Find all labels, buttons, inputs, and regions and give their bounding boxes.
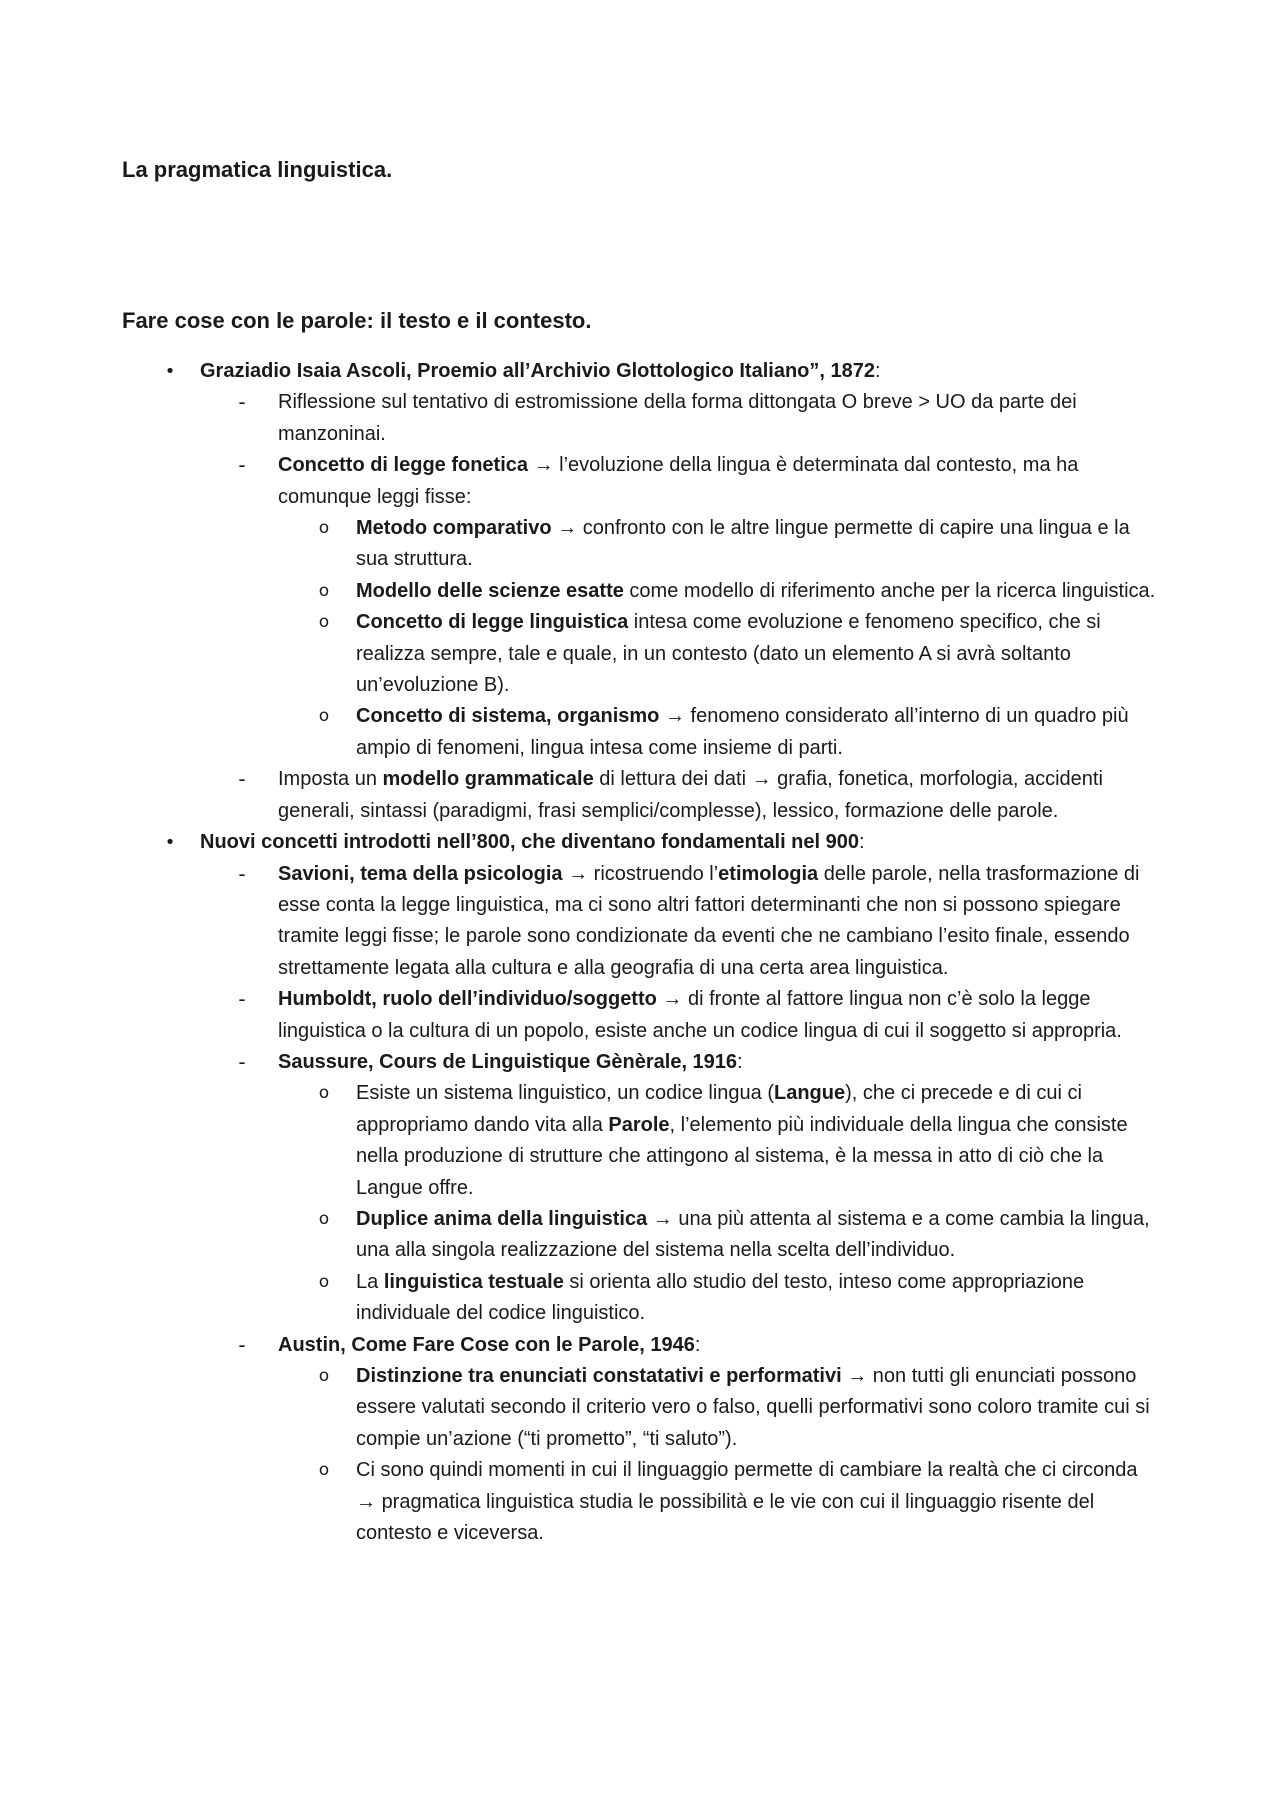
circle-marker: o xyxy=(318,1366,330,1386)
circle-marker: o xyxy=(318,1460,330,1481)
ascoli-heading: Graziadio Isaia Ascoli, Proemio all’Archivio Glottologico Italiano”, 1872 xyxy=(200,360,875,382)
metodo-text: confronto con le altre lingue permette di capire una lingua e la sua struttura. xyxy=(356,517,1130,571)
circle-marker: o xyxy=(318,1208,330,1229)
modello-grammaticale-bold: modello grammaticale xyxy=(382,768,594,791)
legge-linguistica-text: intesa come evoluzione e fenomeno specifico, che si realizza sempre, tale e quale, in un contesto (dato un elemento A si avrà soltanto un’evoluzione B). xyxy=(356,611,1101,697)
arrow-icon: → xyxy=(841,1365,873,1387)
bullet-marker: • xyxy=(164,361,176,382)
distinzione-text: non tutti gli enunciati possono essere valutati secondo il criterio vero o falso, quelli performativi sono coloro tramite cui si compie un’azione (“ti prometto”, “ti saluto”). xyxy=(356,1365,1150,1450)
circle-marker: o xyxy=(318,580,330,601)
arrow-icon: → xyxy=(659,705,691,728)
testuale-text: si orienta allo studio del testo, inteso come appropriazione individuale del codice linguistico. xyxy=(356,1270,1085,1325)
modello-scienze-heading: Modello delle scienze esatte xyxy=(356,579,624,602)
imposta-mid: di lettura dei dati xyxy=(593,768,747,791)
list-item-austin xyxy=(0,1330,1160,1361)
list-item-legge-linguistica xyxy=(0,607,1162,701)
list-item-legge-fonetica xyxy=(0,450,1160,513)
sistema-post: , l’elemento più individuale della lingua che consiste nella produzione di strutture che attingono al sistema, è la messa in atto di ciò che la Langue offre. xyxy=(356,1113,1128,1199)
circle-marker: o xyxy=(318,1271,330,1292)
list-item-distinzione-enunciati xyxy=(0,1361,1162,1455)
sistema-pre: Esiste un sistema linguistico, un codice lingua ( xyxy=(356,1082,774,1105)
circle-marker: o xyxy=(318,518,330,539)
arrow-icon: → xyxy=(551,517,583,540)
list-item-savioni xyxy=(0,859,1160,985)
dash-marker: - xyxy=(238,987,246,1012)
ascoli-colon: : xyxy=(875,360,881,382)
legge-fonetica-text: l’evoluzione della lingua è determinata dal contesto, ma ha comunque leggi fisse: xyxy=(278,454,1079,508)
momenti-pre: Ci sono quindi momenti in cui il linguaggio permette di cambiare la realtà che ci circonda xyxy=(356,1459,1138,1482)
list-item-saussure xyxy=(0,1047,1160,1078)
imposta-text: grafia, fonetica, morfologia, accidenti generali, sintassi (paradigmi, frasi semplici/complesse), lessico, formazione delle parole. xyxy=(278,768,1103,822)
list-item-ascoli xyxy=(0,356,1160,387)
dash-marker: - xyxy=(238,1049,246,1074)
list-item-nuovi-concetti xyxy=(0,827,1160,858)
riflessione-text: Riflessione sul tentativo di estromissione della forma dittongata O breve > UO da parte dei manzoninai. xyxy=(278,391,1077,445)
dash-marker: - xyxy=(238,390,246,415)
sistema-text: fenomeno considerato all’interno di un quadro più ampio di fenomeni, lingua intesa come insieme di parti. xyxy=(356,705,1129,759)
savioni-pre: ricostruendo l’ xyxy=(593,862,719,885)
list-item-duplice-anima xyxy=(0,1204,1162,1267)
list-item-langue-parole xyxy=(0,1078,1162,1204)
austin-colon: : xyxy=(694,1333,701,1356)
circle-marker: o xyxy=(318,1083,330,1104)
humboldt-heading: Humboldt, ruolo dell’individuo/soggetto xyxy=(278,988,657,1011)
humboldt-text: di fronte al fattore lingua non c’è solo la legge linguistica o la cultura di un popolo, esiste anche un codice lingua di cui il soggetto si appropria. xyxy=(278,988,1122,1042)
parole-bold: Parole xyxy=(608,1113,670,1136)
dash-marker: - xyxy=(238,453,246,478)
list-item-riflessione xyxy=(0,387,1160,450)
dash-marker: - xyxy=(238,1332,246,1357)
arrow-icon: → xyxy=(647,1207,679,1230)
austin-heading: Austin, Come Fare Cose con le Parole, 1946 xyxy=(278,1333,695,1356)
dash-marker: - xyxy=(238,861,246,886)
dash-marker: - xyxy=(238,767,246,792)
arrow-icon: → xyxy=(746,768,778,791)
imposta-pre: Imposta un xyxy=(278,768,383,791)
momenti-text: pragmatica linguistica studia le possibilità e le vie con cui il linguaggio risente del contesto e viceversa. xyxy=(356,1490,1095,1545)
list-item-pragmatica xyxy=(0,1455,1162,1549)
saussure-colon: : xyxy=(737,1050,743,1073)
circle-marker: o xyxy=(318,706,330,727)
page-title: La pragmatica linguistica. xyxy=(122,157,393,182)
list-item-metodo-comparativo xyxy=(0,513,1162,576)
section-title: Fare cose con le parole: il testo e il contesto. xyxy=(122,308,592,333)
circle-marker: o xyxy=(318,612,330,633)
arrow-icon: → xyxy=(528,454,560,477)
arrow-icon: → xyxy=(356,1490,382,1513)
list-item-humboldt xyxy=(0,984,1160,1047)
linguistica-testuale-bold: linguistica testuale xyxy=(383,1270,564,1293)
bullet-marker: • xyxy=(164,832,176,854)
legge-fonetica-heading: Concetto di legge fonetica xyxy=(278,454,529,477)
etimologia-bold: etimologia xyxy=(718,862,819,885)
arrow-icon: → xyxy=(656,988,688,1011)
nuovi-colon: : xyxy=(859,831,865,854)
list-item-modello-grammaticale xyxy=(0,764,1160,827)
saussure-heading: Saussure, Cours de Linguistique Gènèrale, 1916 xyxy=(278,1050,738,1073)
savioni-heading: Savioni, tema della psicologia xyxy=(278,862,563,885)
sistema-mid: ), che ci precede e di cui ci appropriamo dando vita alla xyxy=(356,1082,1082,1136)
sistema-heading: Concetto di sistema, organismo xyxy=(356,705,660,728)
arrow-icon: → xyxy=(562,862,594,885)
legge-linguistica-heading: Concetto di legge linguistica xyxy=(356,611,629,634)
langue-bold: Langue xyxy=(774,1082,846,1105)
distinzione-heading: Distinzione tra enunciati constatativi e performativi xyxy=(356,1365,842,1387)
list-item-linguistica-testuale xyxy=(0,1267,1162,1330)
list-item-sistema-organismo xyxy=(0,701,1162,764)
nuovi-heading: Nuovi concetti introdotti nell’800, che diventano fondamentali nel 900 xyxy=(200,831,860,854)
list-item-modello-scienze xyxy=(0,576,1162,607)
savioni-text: delle parole, nella trasformazione di esse conta la legge linguistica, ma ci sono altri fattori determinanti che non si possono spiegare tramite leggi fisse; le parole sono condizionate da eventi che ne cambiano l’esito finale, essendo strettamente legata alla cultura e alla geografia di una certa area linguistica. xyxy=(278,862,1140,979)
modello-scienze-text: come modello di riferimento anche per la ricerca linguistica. xyxy=(623,579,1156,602)
notes-content xyxy=(0,356,1280,1549)
testuale-pre: La xyxy=(356,1270,384,1293)
duplice-heading: Duplice anima della linguistica xyxy=(356,1207,648,1230)
metodo-heading: Metodo comparativo xyxy=(356,517,552,540)
duplice-text: una più attenta al sistema e a come cambia la lingua, una alla singola realizzazione del sistema nella scelta dell’individuo. xyxy=(356,1207,1150,1262)
